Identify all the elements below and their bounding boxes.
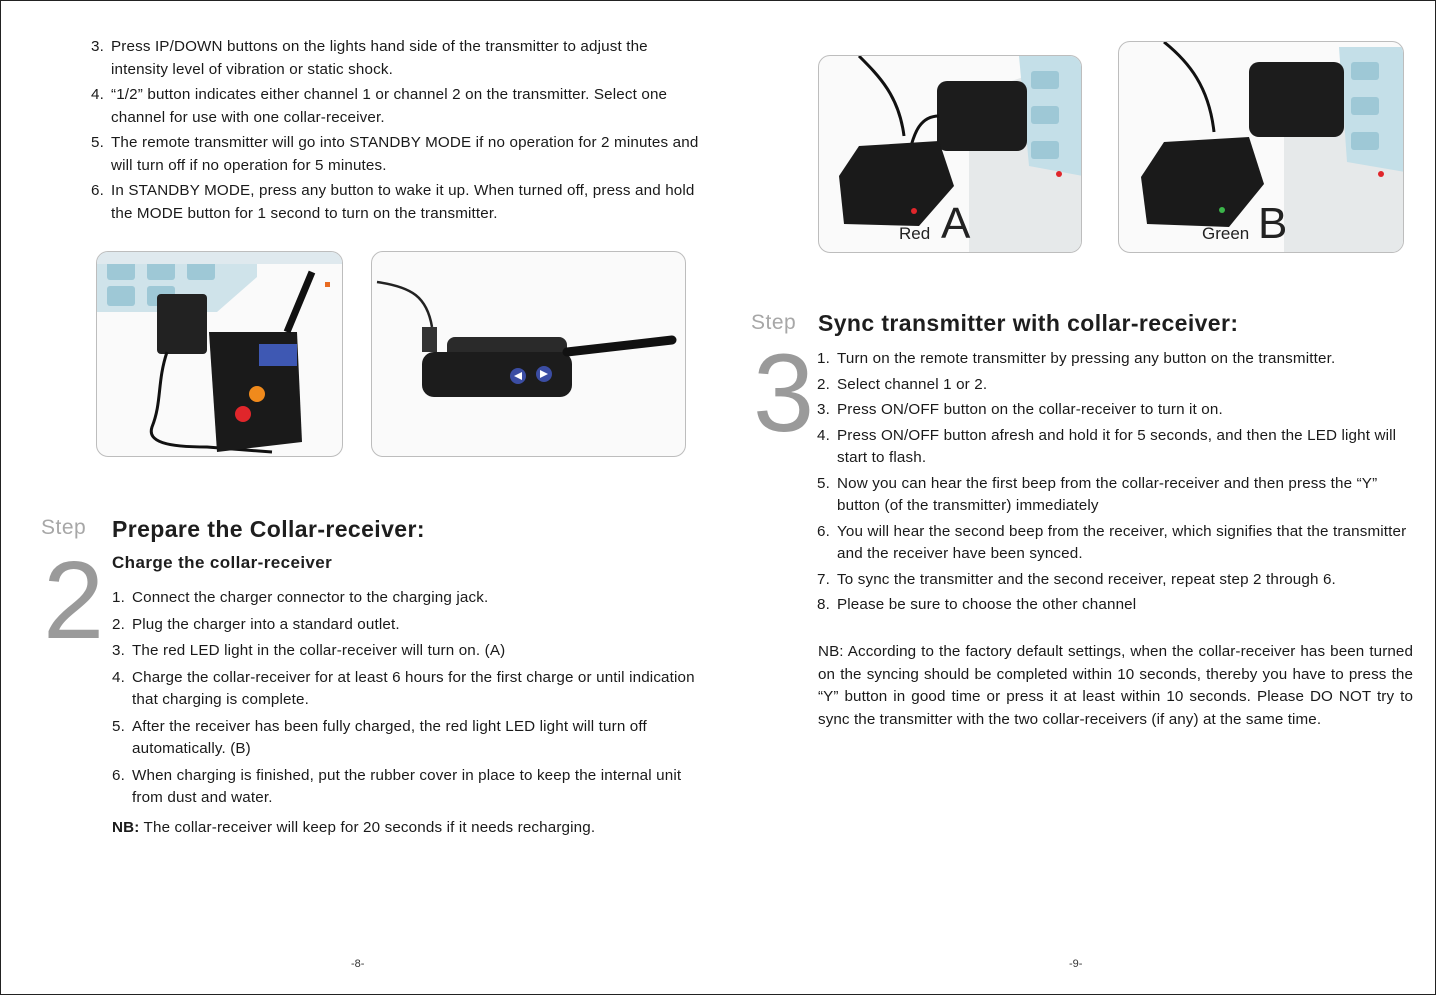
sync-note: NB: According to the factory default settings, when the collar-receiver has been turned on the syncing should be completed within 10 seconds, thereby you have to press the “Y” button in good time or press it at least within 10 seconds. Please DO NOT try to sync the transmitter with the two collar-receivers (if any) at the same time. [818,643,1413,729]
step-number: 2 [43,539,105,662]
list-item: 2. Plug the charger into a standard outlet. [112,615,400,633]
receiver-antenna-illustration [372,252,686,457]
photo-caption: Green [1202,224,1250,243]
list-item: 7. To sync the transmitter and the second receiver, repeat step 2 through 6. [817,570,1336,588]
list-item: 6. When charging is finished, put the rubber cover in place to keep the internal unit from dust and water. [112,766,682,806]
list-item: 3. Press ON/OFF button on the collar-receiver to turn it on. [817,401,1223,418]
list-item: 3. The red LED light in the collar-receiver will turn on. (A) [112,642,506,659]
list-item: 5. Now you can hear the first beep from the collar-receiver and then press the “Y” button (of the transmitter) immediately [817,474,1378,514]
charger-photo-b [1118,41,1404,253]
left-page [1,1,719,995]
list-item: 3. Press IP/DOWN buttons on the lights hand side of the transmitter to adjust the intensity level of vibration or static shock. [91,38,648,78]
led-indicator [911,208,917,214]
charger-photo-a [818,55,1082,253]
list-item: 6. You will hear the second beep from the receiver, which signifies that the transmitter and the receiver have been synced. [817,522,1407,562]
list-item: 4. Charge the collar-receiver for at least 6 hours for the first charge or until indication that charging is complete. [112,668,695,708]
note-text: The collar-receiver will keep for 20 seconds if it needs recharging. [139,819,596,836]
section-subheading: Charge the collar-receiver [112,553,333,572]
transmitter-instructions-list [91,36,701,228]
page-number: -9- [1069,958,1083,970]
list-item: 1. Turn on the remote transmitter by pressing any button on the transmitter. [817,350,1336,367]
page-number: -8- [351,958,365,970]
section-heading: Prepare the Collar-receiver: [112,516,425,542]
photo-caption: Red [899,224,931,243]
list-item: 4. Press ON/OFF button afresh and hold it for 5 seconds, and then the LED light will start to flash. [817,426,1397,466]
photo-letter: B [1258,199,1288,248]
list-item: 5. The remote transmitter will go into STANDBY MODE if no operation for 2 minutes and will turn off if no operation for 5 minutes. [91,134,699,174]
led-indicator [1219,207,1225,213]
list-item: 2. Select channel 1 or 2. [817,375,988,393]
step-label: Step [41,516,87,539]
charging-note [112,819,595,836]
section-heading: Sync transmitter with collar-receiver: [818,310,1239,336]
list-item: 5. After the receiver has been fully charged, the red light LED light will turn off automatically. (B) [112,717,647,757]
charge-instructions-list [112,587,702,814]
photo-letter: A [941,199,971,248]
list-item: 1. Connect the charger connector to the charging jack. [112,589,489,606]
step-label: Step [751,311,797,334]
note-label: NB: [112,819,140,836]
sync-instructions-list [817,348,1417,620]
list-item: 6. In STANDBY MODE, press any button to wake it up. When turned off, press and hold the MODE button for 1 second to turn on the transmitter. [91,182,695,222]
step-number: 3 [753,332,815,455]
list-item: 4. “1/2” button indicates either channel 1 or channel 2 on the transmitter. Select one channel for use with one collar-receiver. [91,86,668,126]
receiver-antenna-photo [371,251,686,457]
transmitter-charging-illustration [97,252,343,457]
transmitter-charging-photo [96,251,343,457]
list-item: 8. Please be sure to choose the other channel [817,596,1137,613]
